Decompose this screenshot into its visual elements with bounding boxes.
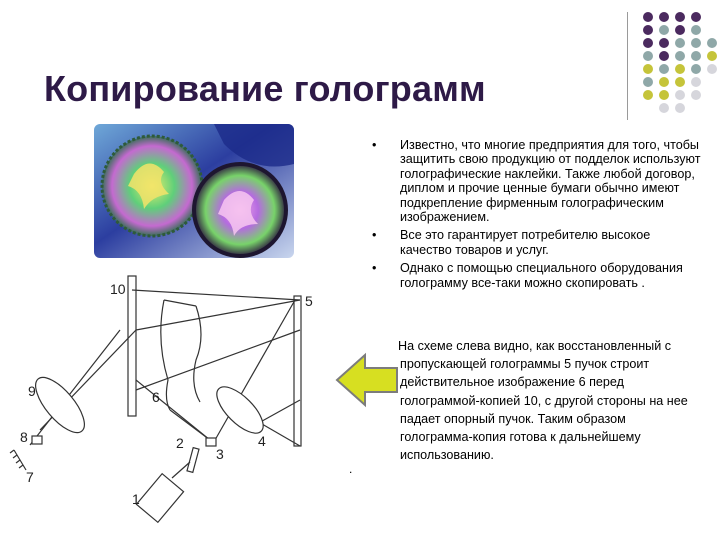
label-6: 6	[152, 389, 160, 405]
label-10: 10	[110, 281, 126, 297]
bullet-mark: •	[372, 261, 377, 276]
bullet-text: Однако с помощью специального оборудования голограмму все-таки можно скопировать .	[400, 261, 683, 290]
label-3: 3	[216, 446, 224, 462]
bullet-item	[372, 138, 702, 224]
stray-dot: .	[349, 462, 353, 476]
bullet-list	[372, 138, 702, 294]
label-4: 4	[258, 433, 266, 449]
bullet-mark: •	[372, 138, 377, 152]
bullet-text: Известно, что многие предприятия для того, чтобы защитить свою продукцию от подделок используют голографические наклейки. Также любой договор, диплом и прочие ценные бумаги обычно имеют подкрепление фирменным голографическим изображением.	[400, 138, 701, 225]
bullet-item	[372, 228, 702, 257]
explanation-paragraph: На схеме слева видно, как восстановленный с пропускающей голограммы 5 пучок строит действительное изображение 6 перед голограммой-копией 10, с другой стороны на нее падает опорный пучок. Таким образом голограмма-копия готова к дальнейшему использованию.	[398, 339, 688, 463]
label-5: 5	[305, 293, 313, 309]
bullet-mark: •	[372, 228, 377, 243]
bullet-text: Все это гарантирует потребителю высокое качество товаров и услуг.	[400, 228, 651, 257]
arrow-left-icon	[334, 352, 400, 408]
slide-title: Копирование голограмм	[44, 68, 486, 109]
label-2: 2	[176, 435, 184, 451]
vertical-divider	[627, 12, 628, 120]
label-1: 1	[132, 491, 140, 507]
bullet-item	[372, 261, 702, 290]
hologram-copy-optical-diagram	[0, 268, 340, 540]
hologram-stickers-photo	[94, 124, 294, 258]
label-7: 7	[26, 469, 34, 485]
label-8: 8	[20, 429, 28, 445]
label-9: 9	[28, 383, 36, 399]
